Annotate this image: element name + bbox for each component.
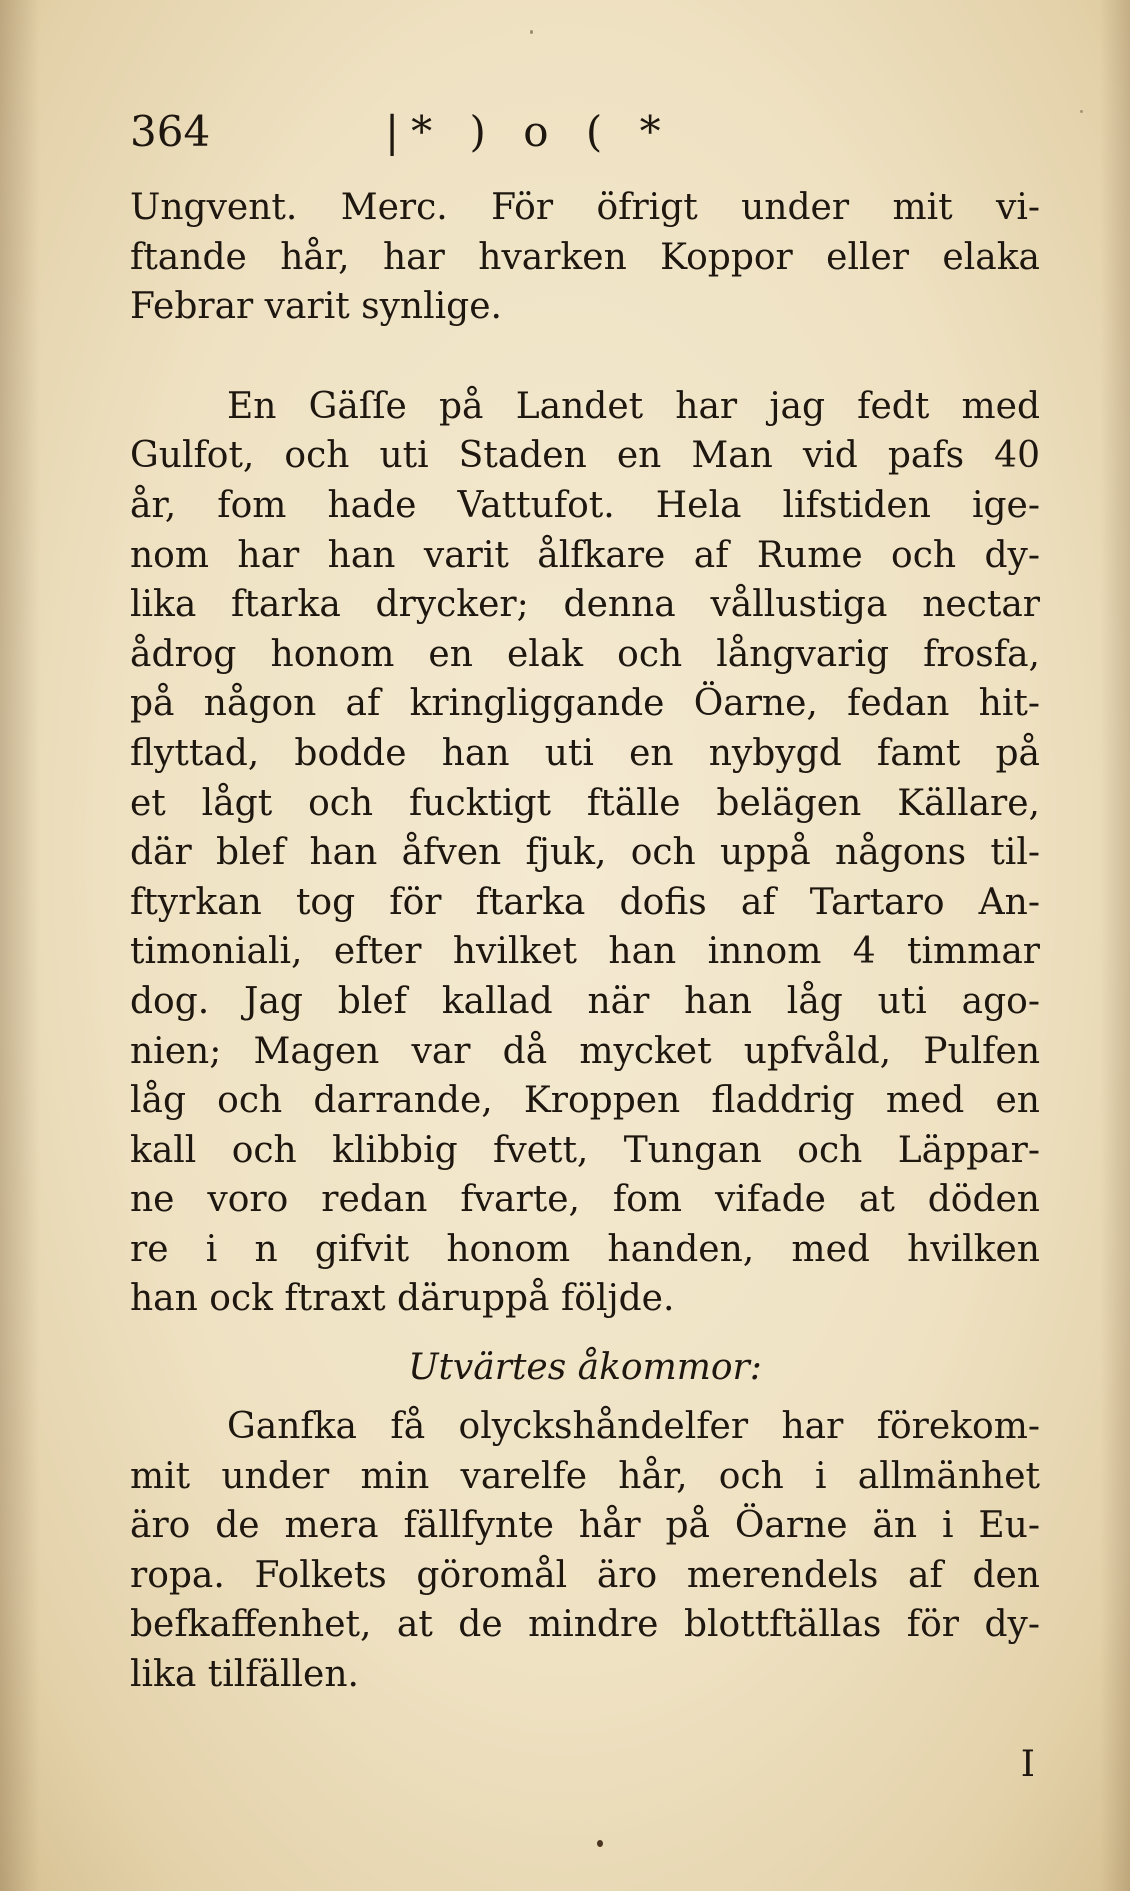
text-line: kall och klibbig fvett, Tungan och Läppar- [130,1129,1040,1171]
running-header [130,102,1030,162]
text-line: ådrog honom en elak och långvarig frosfa, [130,633,1040,675]
text-line: nom har han varit ålfkare af Rume och dy- [130,534,1040,576]
text-line: år, fom hade Vattufot. Hela lifstiden ige- [130,484,1040,526]
text-line: befkaffenhet, at de mindre blottftällas för dy- [130,1604,1040,1646]
text-line: nien; Magen var då mycket upfvåld, Pulfen [130,1030,1040,1072]
page-number: 364 [130,107,211,156]
paragraph-gap [130,332,1040,382]
paper-speck [597,1840,603,1847]
page-edge-shadow-left [0,0,40,1891]
text-line: han ock ftraxt däruppå följde. [130,1278,675,1320]
body-text [130,183,1040,1700]
paragraph-2 [130,382,1040,1324]
paper-speck [530,30,533,34]
text-line: ftyrkan tog för ftarka dofis af Tartaro An- [130,881,1040,923]
text-line: Febrar varit synlige. [130,286,502,328]
text-line: Ungvent. Merc. För öfrigt under mit vi- [130,187,1040,228]
paragraph-3 [130,1402,1040,1700]
text-line: låg och darrande, Kroppen fladdrig med en [130,1080,1040,1122]
text-line: et lågt och fucktigt ftälle belägen Källare, [130,782,1040,824]
text-line: ftande hår, har hvarken Koppor eller elaka [130,236,1040,278]
paper-speck [1080,110,1083,113]
text-line: lika tilfällen. [130,1654,359,1696]
text-line: på någon af kringliggande Öarne, fedan hit- [130,683,1040,725]
text-line: äro de mera fällfynte hår på Öarne än i Eu- [130,1505,1040,1547]
catchword: I [1020,1744,1035,1785]
text-line: re i n gifvit honom handen, med hvilken [130,1228,1040,1270]
text-line: Gulfot, och uti Staden en Man vid pafs 40 [130,435,1040,477]
text-line: ropa. Folkets göromål äro merendels af den [130,1554,1040,1596]
text-line: timoniali, efter hvilket han innom 4 timmar [130,931,1040,973]
page-edge-shadow-right [1100,0,1130,1891]
text-line: Ganfka få olyckshåndelfer har förekom- [227,1406,1040,1448]
header-ornament: |* ) o ( * [385,107,673,156]
text-line: lika ftarka drycker; denna vållustiga nectar [130,584,1040,626]
paragraph-1 [130,183,1040,332]
text-line: ne voro redan fvarte, fom vifade at döden [130,1179,1040,1221]
section-heading: Utvärtes åkommor: [408,1347,762,1389]
text-line: dog. Jag blef kallad när han låg uti ago- [130,980,1040,1022]
text-line: flyttad, bodde han uti en nybygd famt på [130,732,1040,774]
text-line: En Gäſſe på Landet har jag fedt med [227,385,1040,427]
text-line: där blef han åfven fjuk, och uppå någons til- [130,832,1040,874]
text-line: mit under min varelfe hår, och i allmänhet [130,1455,1040,1497]
